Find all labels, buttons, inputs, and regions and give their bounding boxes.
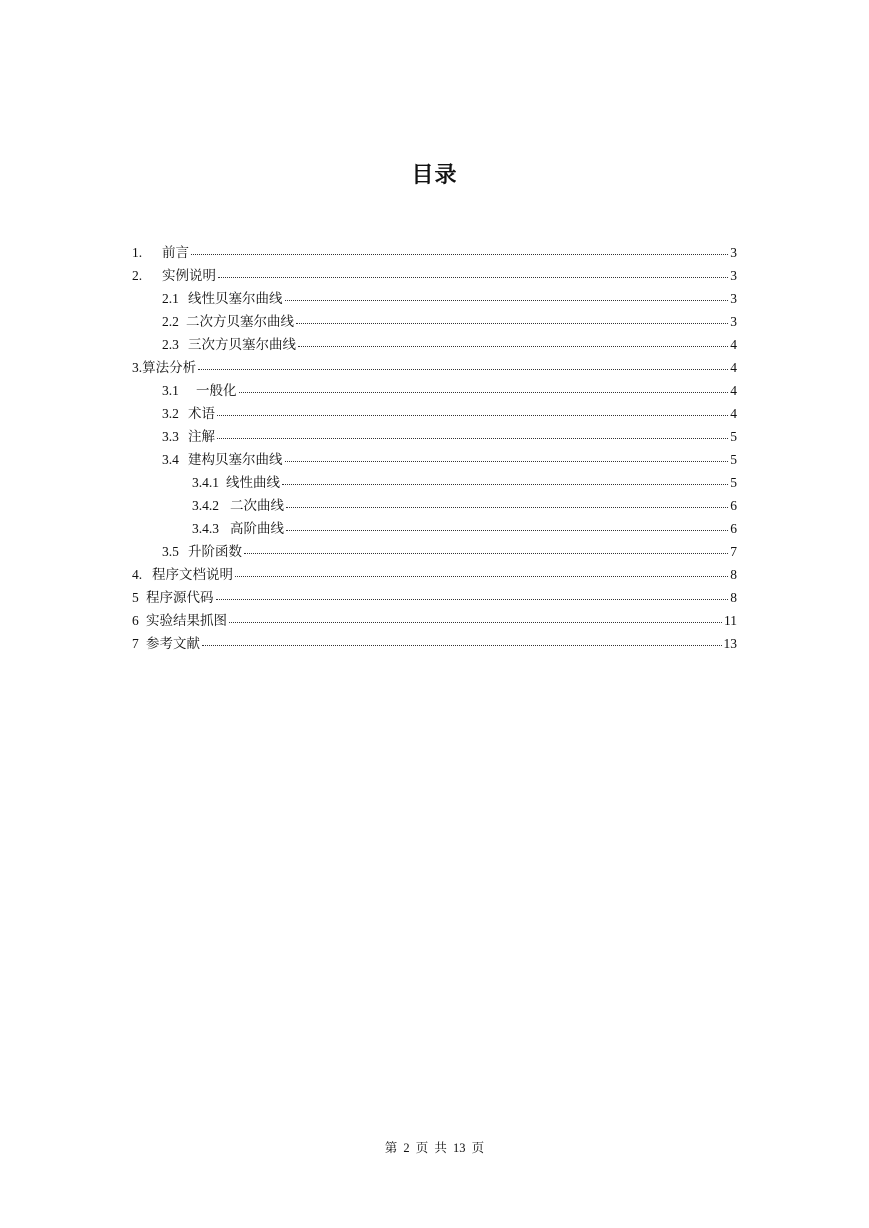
leader-dots [285,299,729,301]
toc-entry[interactable] [192,496,737,516]
toc-entry-label: 7 参考文献 [132,636,200,651]
toc-entry[interactable] [162,312,737,332]
leader-dots [286,529,728,531]
leader-dots [217,414,728,416]
toc-entry[interactable] [162,450,737,470]
toc-entry[interactable] [162,427,737,447]
toc-page-number: 8 [730,567,737,582]
toc-page-number: 4 [730,360,737,375]
toc-page-number: 6 [730,498,737,513]
toc-entry[interactable] [132,243,737,263]
leader-dots [298,345,728,347]
leader-dots [217,437,728,439]
leader-dots [191,253,728,255]
toc-entry[interactable] [132,565,737,585]
toc-entry[interactable] [162,404,737,424]
toc-page-number: 8 [730,590,737,605]
toc-entry-label: 3.4.2 二次曲线 [192,498,284,513]
toc-page-number: 4 [730,406,737,421]
toc-entry[interactable] [192,519,737,539]
toc-entry-label: 3.算法分析 [132,360,197,375]
toc-entry[interactable] [132,634,737,654]
toc-entry-label: 3.5 升阶函数 [162,544,242,559]
toc-page-number: 4 [730,383,737,398]
toc-page-number: 5 [730,475,737,490]
toc-entry-label: 2.3 三次方贝塞尔曲线 [162,337,296,352]
toc-entry-label: 3.1 一般化 [162,383,237,398]
toc-entry-label: 4. 程序文档说明 [132,567,233,582]
toc-page-number: 3 [730,268,737,283]
toc-page-number: 6 [730,521,737,536]
toc-page-number: 11 [724,613,737,628]
page-title: 目录 [411,163,458,188]
toc-entry[interactable] [192,473,737,493]
leader-dots [235,575,728,577]
toc-entry-label: 6 实验结果抓图 [132,613,227,628]
toc-page-number: 3 [730,314,737,329]
leader-dots [286,506,728,508]
toc-entry[interactable] [162,542,737,562]
toc-entry[interactable] [162,381,737,401]
toc-entry-label: 3.4 建构贝塞尔曲线 [162,452,283,467]
toc-page-number: 7 [730,544,737,559]
toc-page-number: 13 [723,636,737,651]
toc-entry-label: 2.2 二次方贝塞尔曲线 [162,314,294,329]
toc-entry[interactable] [132,266,737,286]
toc-page-number: 3 [730,291,737,306]
toc-page-number: 5 [730,429,737,444]
toc-entry-label: 2.1 线性贝塞尔曲线 [162,291,283,306]
leader-dots [198,368,728,370]
page-footer: 第 2 页 共 13 页 [384,1141,485,1155]
toc-page-number: 4 [730,337,737,352]
toc-entry-label: 1. 前言 [132,245,189,260]
toc-entry-label: 5 程序源代码 [132,590,214,605]
toc-entry[interactable] [132,588,737,608]
leader-dots [218,276,728,278]
toc-entry[interactable] [162,289,737,309]
toc-entry-label: 3.3 注解 [162,429,215,444]
leader-dots [239,391,729,393]
toc-page-number: 5 [730,452,737,467]
leader-dots [285,460,729,462]
toc-entry[interactable] [132,358,737,378]
toc-page-number: 3 [730,245,737,260]
leader-dots [282,483,728,485]
toc-entry-label: 2. 实例说明 [132,268,216,283]
toc-entry-label: 3.4.1 线性曲线 [192,475,280,490]
leader-dots [202,644,722,646]
leader-dots [296,322,728,324]
leader-dots [229,621,722,623]
toc-entry-label: 3.4.3 高阶曲线 [192,521,284,536]
leader-dots [216,598,729,600]
toc-entry-label: 3.2 术语 [162,406,215,421]
toc-entry[interactable] [132,611,737,631]
toc-entry[interactable] [162,335,737,355]
leader-dots [244,552,728,554]
